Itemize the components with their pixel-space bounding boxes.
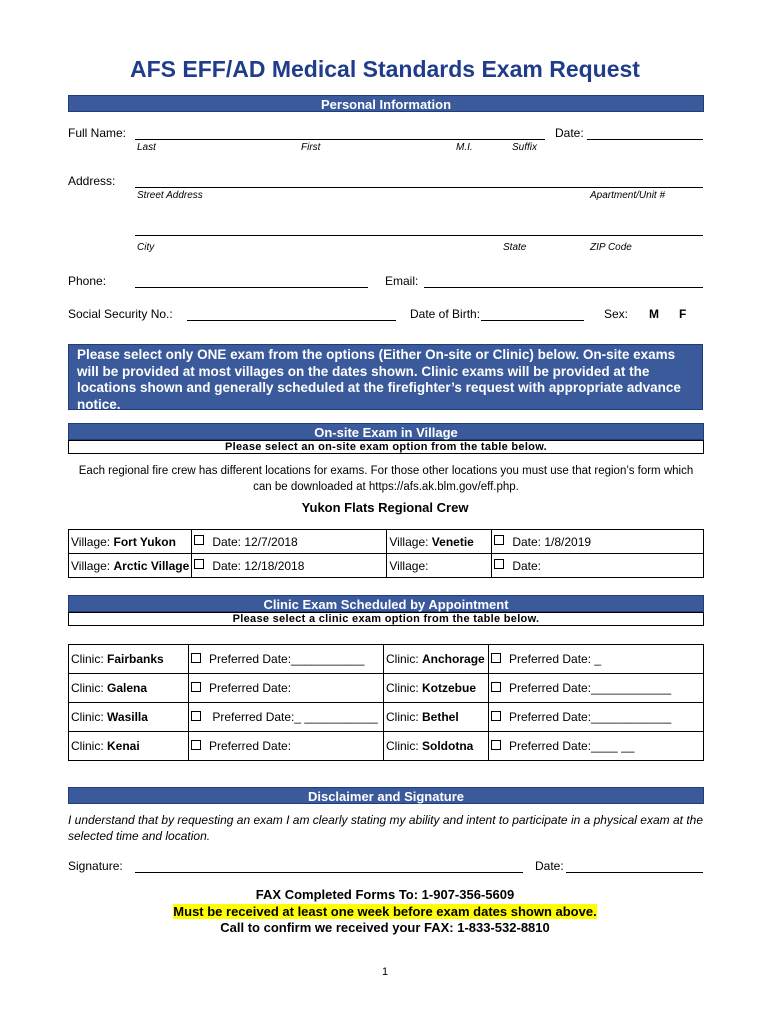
checkbox[interactable] [194, 535, 204, 545]
clinic-label: Clinic: [386, 681, 419, 695]
clinic-label: Clinic: [386, 652, 419, 666]
crew-title: Yukon Flats Regional Crew [301, 500, 469, 515]
date-label: Date: [512, 558, 541, 573]
exam-selection-notice: Please select only ONE exam from the options (Either On-site or Clinic) below. On-site exams will be provided at most villages on the dates shown. Clinic exams will be provided at the locations shown and generally scheduled at the firefighter’s request with appropriate advance notice. [68, 344, 703, 410]
email-label: Email: [385, 274, 419, 288]
village-name: Fort Yukon [113, 534, 176, 549]
onsite-table [68, 529, 704, 578]
checkbox[interactable] [491, 740, 501, 750]
checkbox[interactable] [191, 740, 201, 750]
clinic-name: Anchorage [422, 652, 485, 666]
clinic-label: Clinic: [71, 710, 104, 724]
village-date-cell[interactable] [492, 554, 704, 578]
clinic-cell [384, 703, 489, 732]
clinic-name: Wasilla [107, 710, 148, 724]
clinic-table [68, 644, 704, 761]
checkbox[interactable] [194, 559, 204, 569]
table-row [69, 530, 704, 554]
village-date-cell[interactable] [192, 554, 387, 578]
clinic-name: Kenai [107, 739, 140, 753]
suffix-caption: Suffix [512, 142, 538, 153]
street-address-caption: Street Address [137, 190, 203, 201]
preferred-date-cell[interactable] [189, 732, 384, 761]
clinic-cell [69, 703, 189, 732]
onsite-instruction: Please select an on-site exam option from the table below. [68, 440, 704, 454]
deadline-text-wrap [0, 904, 770, 919]
clinic-cell [69, 674, 189, 703]
phone-label: Phone: [68, 274, 107, 288]
full-name-label: Full Name: [68, 126, 127, 140]
clinic-exam-header: Clinic Exam Scheduled by Appointment [68, 595, 704, 612]
village-date-cell[interactable] [192, 530, 387, 554]
date-label: Date: [512, 534, 541, 549]
clinic-cell [384, 645, 489, 674]
preferred-date-cell[interactable] [489, 732, 704, 761]
table-row [69, 645, 704, 674]
clinic-label: Clinic: [386, 739, 419, 753]
clinic-label: Clinic: [71, 681, 104, 695]
preferred-date: Preferred Date:_ ___________ [209, 710, 378, 724]
street-address-field[interactable] [135, 187, 703, 188]
preferred-date-cell[interactable] [489, 645, 704, 674]
clinic-name: Fairbanks [107, 652, 164, 666]
village-label: Village: [389, 558, 429, 573]
clinic-name: Soldotna [422, 739, 474, 753]
checkbox[interactable] [491, 653, 501, 663]
first-name-caption: First [301, 142, 321, 153]
fax-number-text: FAX Completed Forms To: 1-907-356-5609 [255, 887, 515, 902]
table-row [69, 674, 704, 703]
preferred-date: Preferred Date:____ __ [509, 739, 635, 753]
date-field[interactable] [587, 139, 703, 140]
village-cell [69, 530, 192, 554]
city-caption: City [137, 242, 155, 253]
village-date-cell[interactable] [492, 530, 704, 554]
preferred-date: Preferred Date:___________ [209, 652, 365, 666]
zip-caption: ZIP Code [590, 242, 632, 253]
ssn-field[interactable] [187, 320, 396, 321]
village-name: Arctic Village [113, 558, 190, 573]
checkbox[interactable] [494, 559, 504, 569]
table-row [69, 554, 704, 578]
table-row [69, 703, 704, 732]
sex-option-f[interactable]: F [679, 307, 687, 321]
sex-label: Sex: [604, 307, 629, 321]
preferred-date-cell[interactable] [189, 703, 384, 732]
checkbox[interactable] [491, 711, 501, 721]
sex-option-m[interactable]: M [649, 307, 659, 321]
preferred-date-cell[interactable] [489, 674, 704, 703]
confirm-call-text: Call to confirm we received your FAX: 1-833-532-8810 [220, 920, 550, 935]
clinic-cell [69, 645, 189, 674]
village-date: 1/8/2019 [544, 534, 592, 549]
checkbox[interactable] [191, 653, 201, 663]
preferred-date-cell[interactable] [189, 645, 384, 674]
village-cell [69, 554, 192, 578]
page-number: 1 [381, 966, 389, 978]
apartment-caption: Apartment/Unit # [590, 190, 666, 201]
preferred-date: Preferred Date: _ [509, 652, 602, 666]
village-date: 12/7/2018 [244, 534, 298, 549]
clinic-label: Clinic: [386, 710, 419, 724]
preferred-date: Preferred Date:____________ [509, 681, 672, 695]
checkbox[interactable] [491, 682, 501, 692]
clinic-cell [384, 674, 489, 703]
middle-initial-caption: M.I. [456, 142, 473, 153]
onsite-exam-header: On-site Exam in Village [68, 423, 704, 440]
full-name-field[interactable] [135, 139, 545, 140]
clinic-cell [69, 732, 189, 761]
clinic-label: Clinic: [71, 652, 104, 666]
date-label: Date: [212, 534, 241, 549]
preferred-date-cell[interactable] [189, 674, 384, 703]
checkbox[interactable] [494, 535, 504, 545]
address-label: Address: [68, 174, 116, 188]
signature-date-field[interactable] [566, 872, 703, 873]
village-date: 12/18/2018 [244, 558, 305, 573]
table-row [69, 732, 704, 761]
clinic-instruction: Please select a clinic exam option from the table below. [68, 612, 704, 626]
clinic-name: Bethel [422, 710, 459, 724]
disclaimer-text: I understand that by requesting an exam I am clearly stating my ability and intent to participate in a physical exam at the selected time and location. [68, 813, 704, 843]
village-cell [387, 530, 492, 554]
village-label: Village: [71, 534, 111, 549]
clinic-name: Galena [107, 681, 148, 695]
preferred-date: Preferred Date: [209, 681, 292, 695]
dob-field[interactable] [481, 320, 584, 321]
village-label: Village: [389, 534, 429, 549]
village-cell[interactable] [387, 554, 492, 578]
preferred-date: Preferred Date:____________ [509, 710, 672, 724]
email-field[interactable] [424, 287, 703, 288]
signature-label: Signature: [68, 859, 123, 873]
village-name: Venetie [431, 534, 474, 549]
date-label: Date: [555, 126, 584, 140]
clinic-label: Clinic: [71, 739, 104, 753]
signature-date-label: Date: [535, 859, 564, 873]
ssn-label: Social Security No.: [68, 307, 173, 321]
phone-field[interactable] [135, 287, 368, 288]
preferred-date: Preferred Date: [209, 739, 292, 753]
state-caption: State [503, 242, 527, 253]
clinic-cell [384, 732, 489, 761]
deadline-text: Must be received at least one week before exam dates shown above. [173, 904, 597, 919]
preferred-date-cell[interactable] [489, 703, 704, 732]
page-title: AFS EFF/AD Medical Standards Exam Request [130, 56, 640, 82]
city-state-zip-field[interactable] [135, 235, 703, 236]
checkbox[interactable] [191, 682, 201, 692]
last-name-caption: Last [137, 142, 156, 153]
dob-label: Date of Birth: [410, 307, 481, 321]
clinic-name: Kotzebue [422, 681, 477, 695]
village-label: Village: [71, 558, 111, 573]
date-label: Date: [212, 558, 241, 573]
signature-field[interactable] [135, 872, 523, 873]
disclaimer-header: Disclaimer and Signature [68, 787, 704, 804]
personal-info-header: Personal Information [68, 95, 704, 112]
checkbox[interactable] [191, 711, 201, 721]
onsite-info-text: Each regional fire crew has different locations for exams. For those other locations you must use that region’s form which can be downloaded at https://afs.ak.blm.gov/eff.php. [78, 465, 694, 493]
